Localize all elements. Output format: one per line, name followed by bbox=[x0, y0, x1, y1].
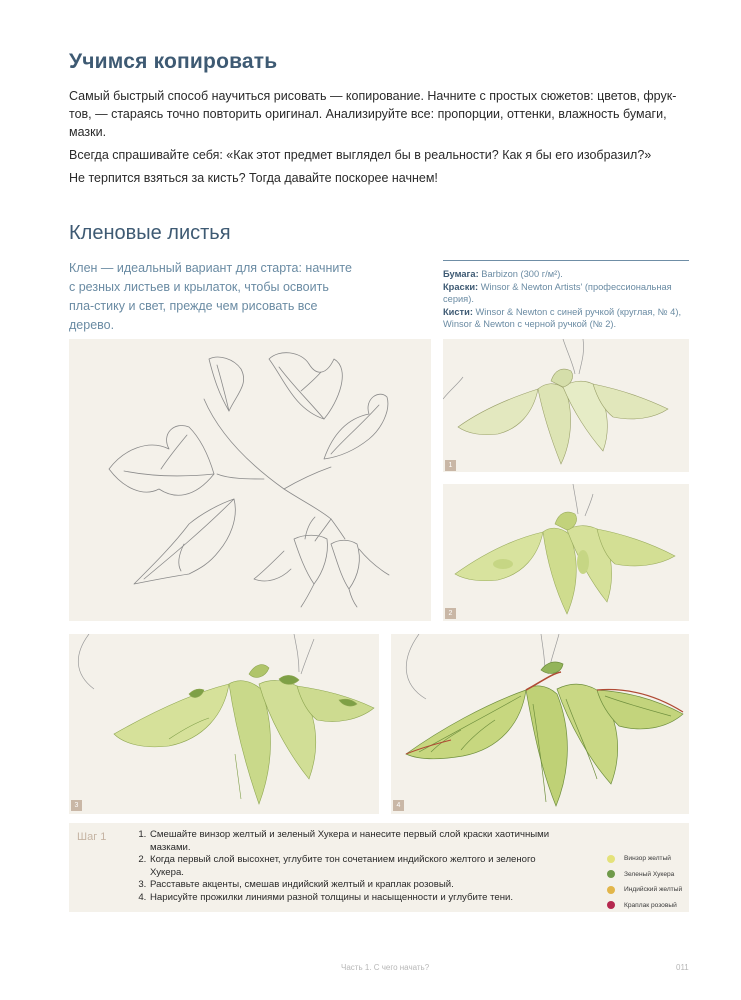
step-3-number: 3 bbox=[71, 800, 82, 811]
materials-divider bbox=[443, 260, 689, 261]
paints-label: Краски: bbox=[443, 281, 479, 292]
step-item: 2. Когда первый слой высохнет, углубите тон сочетанием индийского желтого и зеленого Хукера. bbox=[149, 854, 569, 879]
page-title: Учимся копировать bbox=[69, 50, 278, 73]
step-3-painting bbox=[69, 634, 379, 814]
materials-paints bbox=[443, 281, 695, 306]
step-instructions bbox=[69, 823, 689, 912]
pencil-sketch-drawing bbox=[69, 339, 431, 621]
brushes-value: Winsor & Newton с синей ручкой (круглая, № 4), Winsor & Newton с черной ручкой (№ 2). bbox=[443, 306, 682, 329]
materials-brushes bbox=[443, 306, 695, 331]
swatch-dot bbox=[607, 870, 615, 878]
swatch-label: Винзор желтый bbox=[624, 855, 671, 863]
swatch-row bbox=[607, 898, 682, 914]
step-4-number: 4 bbox=[393, 800, 404, 811]
step-4-painting bbox=[391, 634, 689, 814]
step-1-image bbox=[443, 339, 689, 472]
step-3-image bbox=[69, 634, 379, 814]
section-lead: Клен — идеальный вариант для старта: начните с резных листьев и крылаток, чтобы освоить пла-стику и свет, прежде чем рисовать все дерево. bbox=[69, 261, 352, 332]
brushes-label: Кисти: bbox=[443, 306, 473, 317]
paper-value: Barbizon (300 г/м²). bbox=[481, 269, 563, 279]
section-title: Кленовые листья bbox=[69, 222, 231, 244]
step-2-image bbox=[443, 484, 689, 621]
swatch-row bbox=[607, 882, 682, 898]
step-4-image bbox=[391, 634, 689, 814]
swatch-label: Зеленый Хукера bbox=[624, 870, 675, 878]
swatch-row bbox=[607, 867, 682, 883]
swatch-dot bbox=[607, 901, 615, 909]
paints-value: Winsor & Newton Artists' (профессиональная серия). bbox=[443, 281, 672, 304]
step-label: Шаг 1 bbox=[77, 831, 107, 843]
swatch-dot bbox=[607, 855, 615, 863]
swatch-dot bbox=[607, 886, 615, 894]
swatch-label: Краплак розовый bbox=[624, 901, 677, 909]
step-item: 4. Нарисуйте прожилки линиями разной толщины и насыщенности и углубите тени. bbox=[149, 892, 569, 905]
swatch-row bbox=[607, 851, 682, 867]
paper-label: Бумага: bbox=[443, 269, 479, 279]
sketch-image bbox=[69, 339, 431, 621]
color-swatches bbox=[607, 851, 682, 913]
materials-paper bbox=[443, 268, 695, 281]
intro-paragraph-2: Всегда спрашивайте себя: «Как этот предмет выглядел бы в реальности? Как я бы его изобразил?» bbox=[69, 148, 652, 162]
step-1-painting bbox=[443, 339, 689, 472]
step-2-number: 2 bbox=[445, 608, 456, 619]
materials-list bbox=[443, 268, 695, 331]
step-item: 1. Смешайте винзор желтый и зеленый Хукера и нанесите первый слой краски хаотичными мазками. bbox=[149, 829, 569, 854]
footer-page-number: 011 bbox=[676, 963, 689, 972]
intro-paragraph-3: Не терпится взяться за кисть? Тогда давайте поскорее начнем! bbox=[69, 171, 438, 185]
footer-chapter: Часть 1. С чего начать? bbox=[341, 963, 430, 972]
intro-paragraph-1: Самый быстрый способ научиться рисовать — копирование. Начните с простых сюжетов: цветов, фрук-тов, — стараясь точно повторить оригинал. Анализируйте все: пропорции, оттенки, влажность бумаги, мазки. bbox=[69, 89, 677, 139]
step-item: 3. Расставьте акценты, смешав индийский желтый и краплак розовый. bbox=[149, 879, 569, 892]
step-list bbox=[132, 829, 569, 905]
step-2-painting bbox=[443, 484, 689, 621]
step-1-number: 1 bbox=[445, 460, 456, 471]
swatch-label: Индийский желтый bbox=[624, 886, 683, 894]
